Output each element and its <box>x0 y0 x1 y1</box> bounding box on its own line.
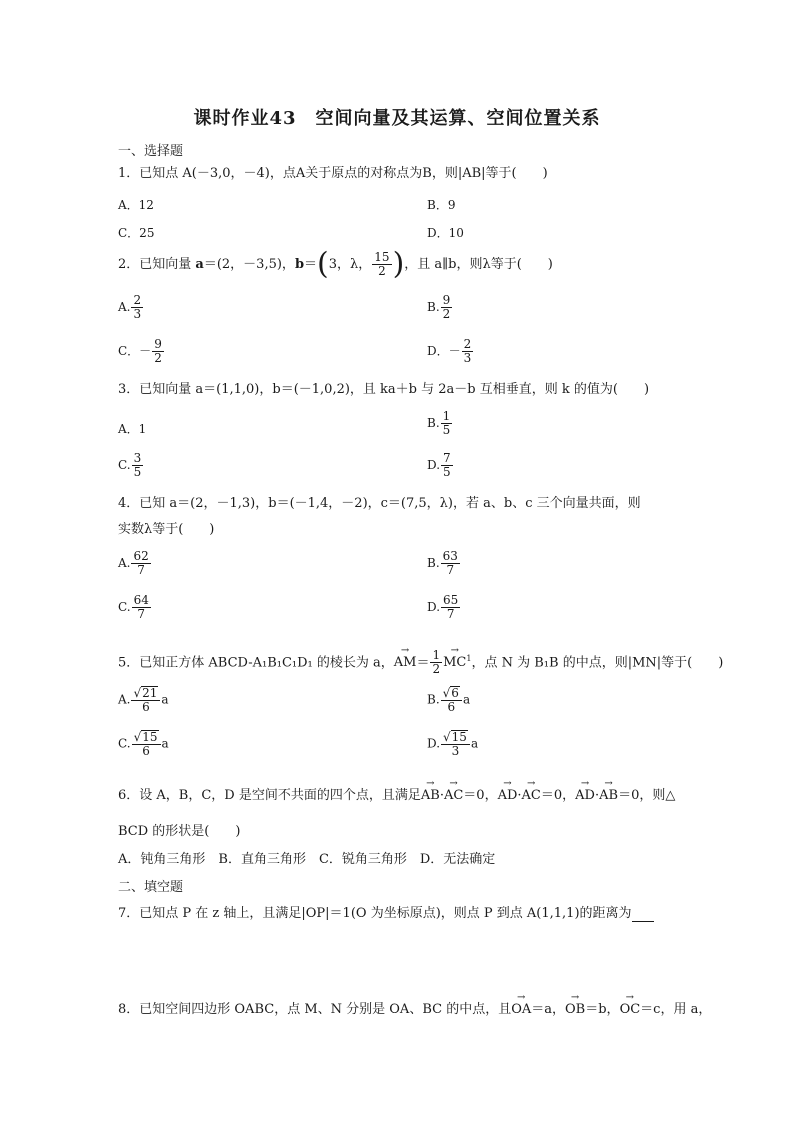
q4-option-a: A. $\frac{62}{7}$ <box>118 549 149 577</box>
q3-option-a: A．1 <box>118 422 147 436</box>
q5-option-c: C. $\frac{√15}{6}$ a <box>118 730 169 758</box>
page-title: 课时作业43 空间向量及其运算、空间位置关系 <box>193 108 601 129</box>
vector-am: → AM <box>394 646 417 680</box>
question-3-stem: 3．已知向量 a＝(1,1,0)，b＝(－1,0,2)，且 ka＋b 与 2a－b 互相垂直，则 k 的值为( ) <box>118 382 650 397</box>
q1-option-c: C．25 <box>118 226 155 240</box>
q4-option-b: B. $\frac{63}{7}$ <box>427 549 458 577</box>
q2-option-b: B. $\frac{9}{2}$ <box>427 293 451 321</box>
q5-option-a: A. $\frac{√21}{6}$ a <box>118 686 169 714</box>
question-4-stem-line2: 实数λ等于( ) <box>118 522 215 537</box>
question-2-stem: 2．已知向量 a＝(2，－3,5)，b＝(3，λ， $\frac{15}{2}$ )，且 a∥b，则λ等于( ) <box>118 246 553 282</box>
q1-option-d: D．10 <box>427 226 464 240</box>
answer-blank <box>632 908 654 922</box>
q2-option-a: A. $\frac{2}{3}$ <box>118 293 142 321</box>
q4-option-d: D. $\frac{65}{7}$ <box>427 593 459 621</box>
q6-options: A．钝角三角形 B．直角三角形 C．锐角三角形 D．无法确定 <box>118 852 496 867</box>
fraction: $\frac{15}{2}$ <box>374 250 390 278</box>
q3-option-b: B. $\frac{1}{5}$ <box>427 409 451 437</box>
section-fill-blank: 二、填空题 <box>118 880 184 895</box>
q2-option-d: D．－ $\frac{2}{3}$ <box>427 337 472 365</box>
q1-option-b: B．9 <box>427 198 456 212</box>
q3-option-c: C. $\frac{3}{5}$ <box>118 451 142 479</box>
q5-option-d: D. $\frac{√15}{3}$ a <box>427 730 479 758</box>
question-6-stem-line2: BCD 的形状是( ) <box>118 824 241 839</box>
vector-mc1: → MC <box>443 646 466 680</box>
q4-option-c: C. $\frac{64}{7}$ <box>118 593 149 621</box>
question-4-stem-line1: 4．已知 a＝(2，－1,3)，b＝(－1,4，－2)，c＝(7,5，λ)，若 a、b、c 三个向量共面，则 <box>118 496 641 511</box>
q3-option-d: D. $\frac{7}{5}$ <box>427 451 451 479</box>
section-choice: 一、选择题 <box>118 144 184 159</box>
question-7-stem: 7．已知点 P 在 z 轴上，且满足|OP|＝1(O 为坐标原点)，则点 P 到点 A(1,1,1)的距离为 <box>118 906 654 922</box>
q1-option-a: A．12 <box>118 198 154 212</box>
q5-option-b: B. $\frac{√6}{6}$ a <box>427 686 471 714</box>
question-5-stem: 5．已知正方体 ABCD-A₁B₁C₁D₁ 的棱长为 a，→ AM＝ $\frac{1}{2}$ → $MC^1$，点 N 为 B₁B 的中点，则|MN|等于( ) <box>118 642 723 676</box>
q2-option-c: C．－ $\frac{9}{2}$ <box>118 337 162 365</box>
question-1-stem: 1．已知点 A(－3,0，－4)，点A关于原点的对称点为B，则|AB|等于( ) <box>118 166 548 181</box>
question-8-stem: 8．已知空间四边形 OABC，点 M、N 分别是 OA、BC 的中点，且→ OA＝a，→ OB＝b，→ OC＝c，用 a， <box>118 1002 711 1018</box>
question-6-stem-line1: 6．设 A，B，C，D 是空间不共面的四个点，且满足→ AB·→ AC＝0，→ AD·→ AC＝0，→ AD·→ AB＝0，则△ <box>118 788 675 804</box>
